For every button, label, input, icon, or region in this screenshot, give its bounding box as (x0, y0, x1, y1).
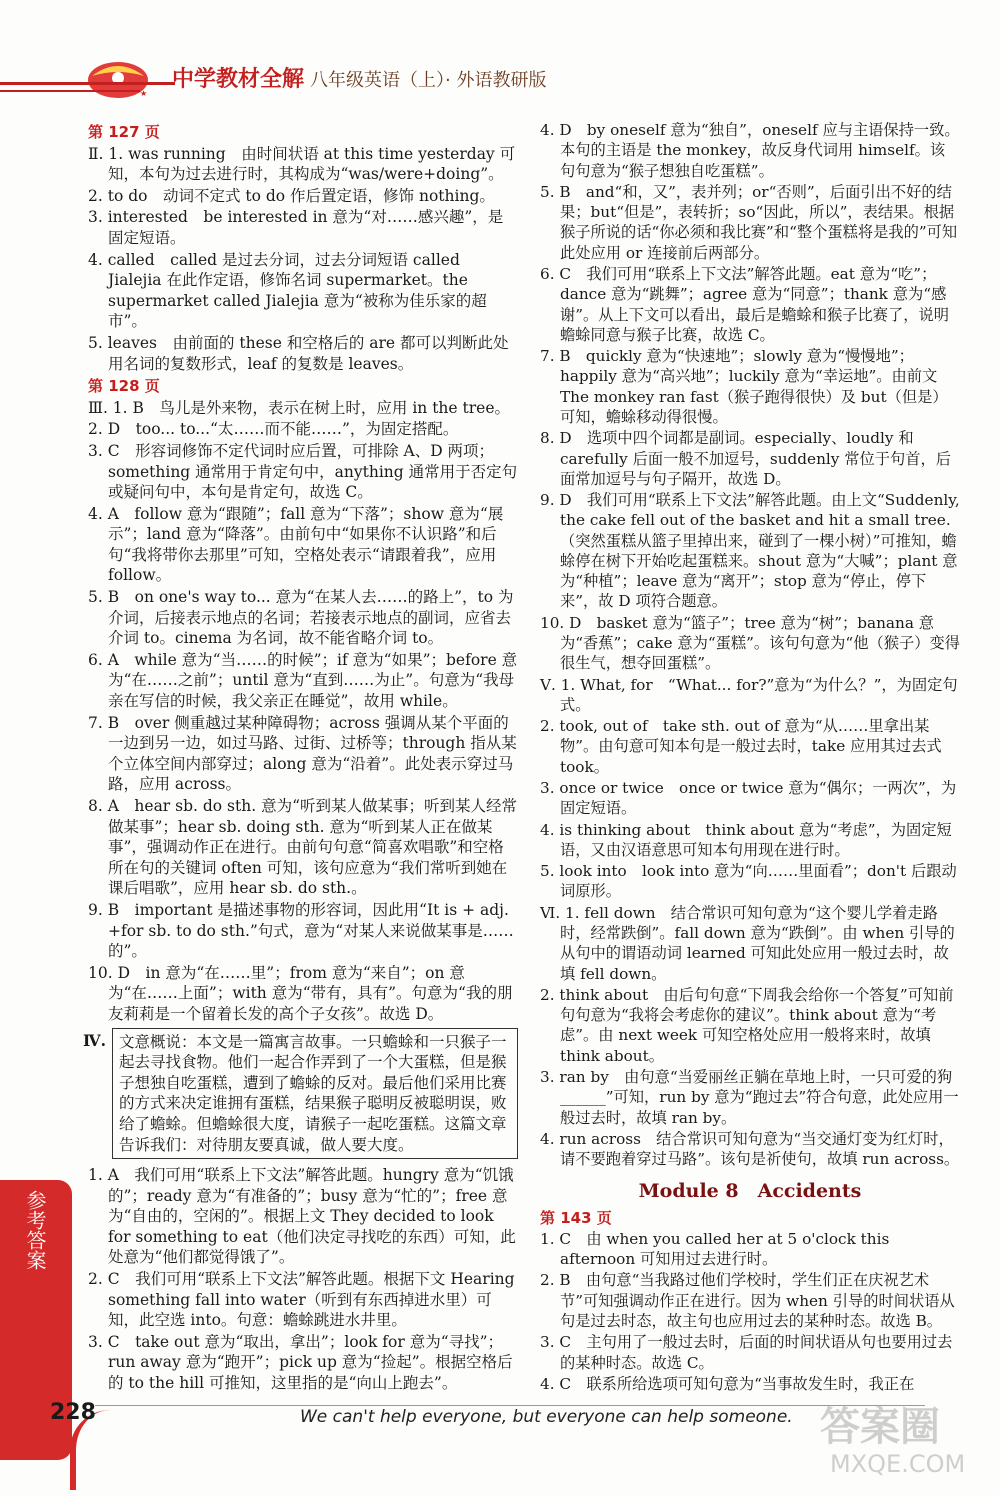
answer-block (540, 120, 960, 181)
answer-item: 7. B quickly 意为“快速地”；slowly 意为“慢慢地”；happily 意为“高兴地”；luckily 意为“幸运地”。由前文 The monkey ran fast（猴子跑得很快）及 but（但是）可知，蟾蜍移动得很慢。 (540, 347, 948, 426)
answer-item: 4. D by oneself 意为“独自”，oneself 应与主语保持一致。本句的主语是 the monkey，故反身代词用 himself。该句句意为“猴子想独自吃蛋糕”。 (540, 121, 960, 180)
answer-item: 4. run across 结合常识可知句意为“当交通灯变为红灯时，请不要跑着穿过马路”。该句是祈使句，故填 run across。 (540, 1129, 960, 1169)
answer-block (540, 182, 960, 263)
answer-block (88, 441, 518, 503)
answer-block (540, 820, 960, 861)
answer-block (88, 250, 518, 332)
answer-block (540, 1374, 960, 1394)
answer-block (540, 1067, 960, 1128)
answer-block (540, 903, 960, 984)
answer-block (540, 1270, 960, 1331)
answer-item: 3. C 主句用了一般过去时，后面的时间状语从句也要用过去的某种时态。故选 C。 (540, 1333, 953, 1372)
answer-item: 6. A while 意为“当……的时候”；if 意为“如果”；before 意为“在……之前”；until 意为“直到……为止”。句意为“我母亲在写信的时候，我父亲正在睡觉”，故用 while。 (88, 650, 518, 711)
answer-item: 3. once or twice once or twice 意为“偶尔；一两次”，为固定短语。 (540, 779, 957, 818)
answer-block (88, 419, 518, 440)
answer-item: Ⅴ. 1. What, for “What... for?”意为“为什么？”，为固定句式。 (540, 675, 958, 714)
answer-block (88, 207, 518, 248)
answer-block (88, 504, 518, 586)
answer-block (88, 900, 518, 962)
footer-rule (95, 1405, 925, 1406)
page-section-heading: 第 127 页 (88, 123, 160, 141)
side-tab-label: 参考答案 (23, 1190, 47, 1270)
book-logo-icon (78, 52, 158, 100)
answer-block (88, 650, 518, 712)
header-rule-2 (0, 90, 140, 92)
answer-item: 5. B and“和，又”，表并列；or“否则”，后面引出不好的结果；but“但是”，表转折；so“因此，所以”，表结果。根据猴子所说的话“你必须和我比赛”和“整个蛋糕将是我的”可知此处应用 or 连接前后两部分。 (540, 182, 958, 262)
book-title: 中学教材全解 (172, 67, 305, 92)
answer-item: 5. look into look into 意为“向……里面看”；don't 后跟动词原形。 (540, 862, 957, 901)
answer-item: 3. ran by 由句意“当爱丽丝正躺在草地上时，一只可爱的狗______”可知，run by 意为“跑过去”符合句意，此处应用一般过去时，故填 ran by。 (540, 1067, 959, 1127)
answer-block (540, 1332, 960, 1373)
answer-block (540, 346, 960, 427)
answer-item: 2. took, out of take sth. out of 意为“从……里拿出某物”。由句意可知本句是一般过去时，take 应用其过去式 took。 (540, 717, 942, 776)
answer-block (540, 1229, 960, 1270)
footer-quote: We can't help everyone, but everyone can help someone. (300, 1407, 793, 1427)
page-section-heading: 第 143 页 (540, 1208, 612, 1227)
answer-item: 7. B over 侧重越过某种障碍物；across 强调从某个平面的一边到另一边，如过马路、过街、过桥等；through 指从某个立体空间内部穿过；along 意为“沿着”。此处表示穿过马路，应用 across。 (88, 713, 517, 794)
answer-item: 2. C 我们可用“联系上下文法”解答此题。根据下文 Hearing something fall into water（听到有东西掉进水里）可知，此空选 into。句意：蟾蜍跳进水井里。 (88, 1270, 515, 1330)
answer-block (88, 398, 518, 419)
answer-item: 5. B on one's way to... 意为“在某人去……的路上”，to 为介词，后接表示地点的名词；若接表示地点的副词，应省去介词 to。cinema 为名词，故不能省略介词 to。 (88, 588, 514, 648)
answer-item: 2. think about 由后句句意“下周我会给你一个答复”可知前句句意为“我将会考虑你的建议”。think about 意为“考虑”。由 next week 可知空格处应用一般将来时，故填 think about。 (540, 985, 954, 1065)
answer-item: 9. D 我们可用“联系上下文法”解答此题。由上文“Suddenly, the cake fell out of the basket and hit a small tree.（突然蛋糕从篮子里掉出来，碰到了一棵小树）”可推知，蟾蜍停在树下开始吃起蛋糕来。shout 意为“大喊”；plant 意为“种植”；leave 意为“离开”；stop 意为“停止，停下来”，故 D 项符合题意。 (540, 491, 960, 611)
answer-block (88, 186, 518, 207)
answer-item: 5. leaves 由前面的 these 和空格后的 are 都可以判断此处用名词的复数形式，leaf 的复数是 leaves。 (88, 333, 509, 373)
answer-block (540, 264, 960, 345)
answer-item: 4. called called 是过去分词，过去分词短语 called Jialejia 在此作定语，修饰名词 supermarket。the supermarket called Jialejia 意为“被称为佳乐家的超市”。 (88, 250, 487, 331)
answer-block (88, 1269, 518, 1331)
answer-item: 3. C take out 意为“取出，拿出”；look for 意为“寻找”；run away 意为“跑开”；pick up 意为“捡起”。根据空格后的 to the hill 可推知，这里指的是“向山上跑去”。 (88, 1332, 513, 1393)
page-number: 228 (50, 1400, 96, 1425)
answer-item: Ⅱ. 1. was running 由时间状语 at this time yesterday 可知，本句为过去进行时，其构成为“was/were+doing”。 (88, 144, 516, 184)
summary-box-label: Ⅳ. (83, 1030, 106, 1050)
answer-block (88, 963, 518, 1025)
answer-item: 2. to do 动词不定式 to do 作后置定语，修饰 nothing。 (88, 186, 495, 205)
answer-item: 4. is thinking about think about 意为“考虑”，为固定短语，又由汉语意思可知本句用现在进行时。 (540, 820, 952, 859)
answer-block (88, 796, 518, 899)
answer-item: 2. D too... to...“太……而不能……”，为固定搭配。 (88, 420, 459, 439)
answer-block (540, 985, 960, 1066)
answer-block (540, 428, 960, 489)
answer-block (540, 613, 960, 674)
answer-block (540, 778, 960, 819)
answer-item: 6. C 我们可用“联系上下文法”解答此题。eat 意为“吃”；dance 意为“跳舞”；agree 意为“同意”；thank 意为“感谢”。从上下文可以看出，最后是蟾蜍和猴子比赛了，说明蟾蜍同意与猴子比赛，故选 C。 (540, 264, 950, 344)
answer-item: Ⅲ. 1. B 鸟儿是外来物，表示在树上时，应用 in the tree。 (88, 398, 510, 417)
answer-item: Ⅵ. 1. fell down 结合常识可知句意为“这个婴儿学着走路时，经常跌倒”。fall down 意为“跌倒”。由 when 引导的从句中的谓语动词 learned 可知此处应用一般过去时，故填 fell down。 (540, 903, 955, 983)
left-column (83, 120, 518, 1395)
answer-item: 8. D 选项中四个词都是副词。especially、loudly 和 carefully 后面一般不加逗号，suddenly 常位于句首，后面常加逗号与句子隔开，故选 D。 (540, 429, 951, 488)
answer-item: 3. interested be interested in 意为“对……感兴趣”，是固定短语。 (88, 208, 504, 247)
page-header (0, 0, 1000, 110)
svg-text:★: ★ (140, 89, 148, 98)
watermark-logo: 答案圈 (820, 1404, 940, 1450)
answer-block (88, 587, 518, 649)
summary-box-text: 文意概说：本文是一篇寓言故事。一只蟾蜍和一只猴子一起去寻找食物。他们一起合作弄到了一个大蛋糕，但是猴子想独自吃蛋糕，遭到了蟾蜍的反对。最后他们采用比赛的方式来决定谁拥有蛋糕，结果猴子聪明反被聪明误，败给了蟾蜍。但蟾蜍很大度，请猴子一起吃蛋糕。这篇文章告诉我们：对待朋友要真诚，做人要大度。 (119, 1032, 507, 1154)
answer-block (540, 490, 960, 612)
answer-block (540, 716, 960, 777)
answer-item: 4. A follow 意为“跟随”；fall 意为“下落”；show 意为“展示”；land 意为“降落”。由前句中“如果你不认识路”和后句“我将带你去那里”可知，空格处表示“请跟着我”，应用 follow。 (88, 504, 504, 585)
answer-item: 1. A 我们可用“联系上下文法”解答此题。hungry 意为“饥饿的”；ready 意为“有准备的”；busy 意为“忙的”；free 意为“自由的，空闲的”。根据上文 They decided to look for something to eat（他们决定寻找吃的东西）可知，此处意为“他们都觉得饿了”。 (88, 1166, 516, 1267)
answer-block (540, 1129, 960, 1170)
answer-item: 10. D basket 意为“篮子”；tree 意为“树”；banana 意为“香蕉”；cake 意为“蛋糕”。该句句意为“他（猴子）变得很生气，想夺回蛋糕”。 (540, 613, 960, 673)
answer-item: 9. B important 是描述事物的形容词，因此用“It is + adj. +for sb. to do sth.”句式，意为“对某人来说做某事是……的”。 (88, 900, 514, 961)
answer-item: 4. C 联系所给选项可知句意为“当事故发生时，我正在 (540, 1374, 915, 1393)
answer-item: 8. A hear sb. do sth. 意为“听到某人做某事；听到某人经常做某事”；hear sb. doing sth. 意为“听到某人正在做某事”，强调动作正在进行。由前句句意“简喜欢唱歌”和空格所在句的关键词 often 可知，该句应意为“我们常听到她在课后唱歌”，应用 hear sb. do sth.。 (88, 797, 517, 898)
answer-item: 3. C 形容词修饰不定代词时应后置，可排除 A、D 两项；something 通常用于肯定句中，anything 通常用于否定句或疑问句中，本句是肯定句，故选 C。 (88, 441, 518, 502)
answer-block (540, 675, 960, 716)
answer-item: 2. B 由句意“当我路过他们学校时，学生们正在庆祝艺术节”可知强调动作正在进行。因为 when 引导的时间状语从句是过去时态，故主句也应用过去的某种时态。故选 B。 (540, 1271, 955, 1331)
answer-block (88, 144, 518, 185)
answer-block (540, 861, 960, 902)
summary-box (83, 1028, 518, 1160)
answer-block (88, 713, 518, 795)
watermark-url: MXQE.COM (830, 1450, 966, 1478)
answer-block (88, 333, 518, 374)
module-heading: Module 8 Accidents (638, 1180, 862, 1203)
answer-block (88, 1332, 518, 1394)
right-column (540, 120, 960, 1395)
book-subtitle: 八年级英语（上）· 外语教研版 (310, 70, 547, 91)
answer-item: 1. C 由 when you called her at 5 o'clock this afternoon 可知用过去进行时。 (540, 1229, 890, 1269)
answer-item: 10. D in 意为“在……里”；from 意为“来自”；on 意为“在……上面”；with 意为“带有，具有”。句意为“我的朋友莉莉是一个留着长发的高个子女孩”。故选 D。 (88, 963, 513, 1023)
header-rule (0, 82, 175, 85)
answer-block (88, 1165, 518, 1268)
page-section-heading: 第 128 页 (88, 377, 160, 396)
